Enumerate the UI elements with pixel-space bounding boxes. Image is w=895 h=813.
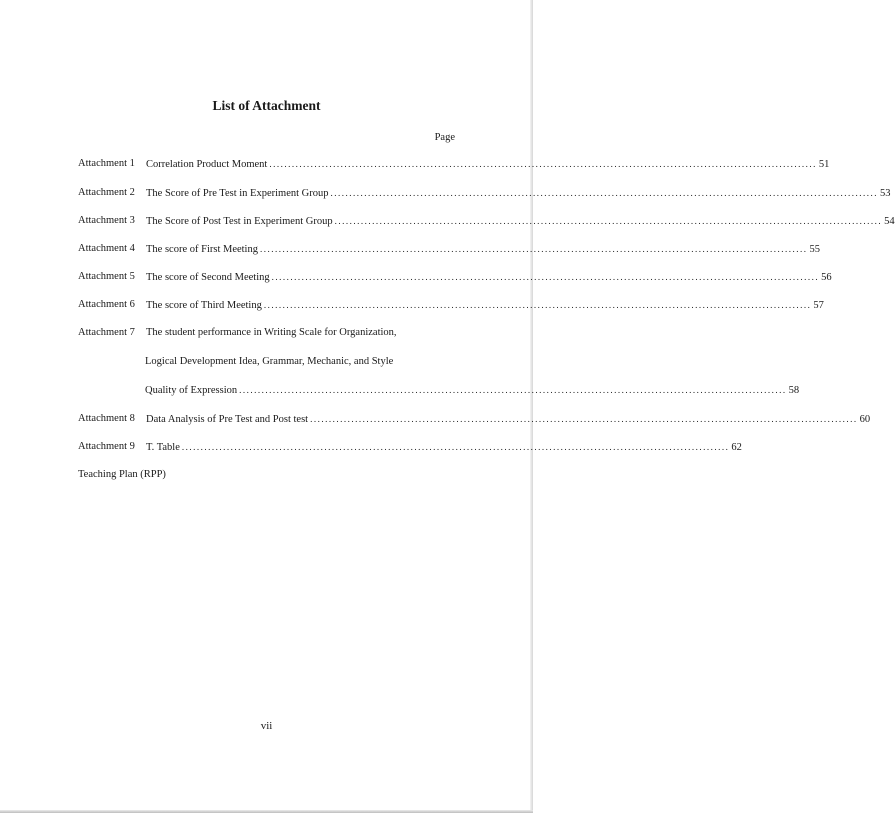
toc-entry-title: The Score of Post Test in Experiment Group — [146, 216, 333, 227]
toc-entry — [78, 186, 891, 200]
page-number: vii — [260, 720, 273, 732]
page-column-header: Page — [434, 132, 455, 143]
toc-entry-title: The Score of Pre Test in Experiment Group — [146, 188, 329, 199]
toc-entry-page: 60 — [859, 414, 871, 425]
toc-entry-title: Data Analysis of Pre Test and Post test — [146, 414, 309, 425]
toc-entry-title: T. Table — [146, 442, 180, 453]
toc-entry-title: The student performance in Writing Scale for Organization, — [146, 327, 397, 338]
toc-entry — [78, 214, 895, 228]
toc-entry-page: 53 — [879, 188, 891, 199]
toc-entry — [78, 440, 742, 454]
toc-entry — [78, 412, 871, 426]
toc-entry-title-last-line: Quality of Expression — [145, 385, 238, 396]
page-title: List of Attachment — [212, 98, 321, 113]
leader-dots: .................................................................................................................................................. — [269, 159, 817, 169]
toc-entry-label: Attachment 6 — [78, 299, 135, 310]
toc-entry — [78, 270, 832, 284]
toc-entry-label: Attachment 9 — [78, 441, 135, 452]
toc-entry-page: 54 — [884, 216, 895, 227]
toc-entry-page: 57 — [813, 300, 824, 311]
toc-entry-title: Correlation Product Moment — [146, 159, 268, 170]
toc-extra-item: Teaching Plan (RPP) — [78, 469, 166, 480]
scan-edge-right — [530, 0, 533, 813]
toc-entry-page: 56 — [821, 272, 832, 283]
toc-entry-page: 55 — [809, 244, 820, 255]
toc-entry-label: Attachment 7 — [78, 327, 135, 338]
toc-entry-title-continued — [145, 383, 800, 397]
toc-entry — [78, 242, 820, 256]
toc-entry-label: Attachment 1 — [78, 158, 135, 169]
toc-entry — [78, 157, 830, 171]
toc-entry-title: The score of First Meeting — [146, 244, 258, 255]
toc-entry — [78, 298, 824, 312]
toc-entry-label: Attachment 8 — [78, 413, 135, 424]
leader-dots: .................................................................................................................................................. — [181, 442, 730, 452]
toc-entry-title-continued: Logical Development Idea, Grammar, Mechanic, and Style — [145, 356, 394, 367]
toc-entry-label: Attachment 2 — [78, 187, 135, 198]
toc-entry — [78, 326, 456, 340]
toc-entry-page: 62 — [731, 442, 742, 453]
leader-dots: .................................................................................................................................................. — [259, 244, 808, 254]
leader-dots: .................................................................................................................................................. — [330, 188, 878, 198]
toc-entry-page: 51 — [818, 159, 830, 170]
leader-dots: .................................................................................................................................................. — [310, 414, 858, 424]
toc-entry-label: Attachment 4 — [78, 243, 135, 254]
leader-dots: .................................................................................................................................................. — [334, 216, 883, 226]
toc-entry-label: Attachment 3 — [78, 215, 135, 226]
toc-entry-label: Attachment 5 — [78, 271, 135, 282]
toc-entry-page: 58 — [788, 385, 800, 396]
toc-entry-title: The score of Second Meeting — [146, 272, 270, 283]
leader-dots: .................................................................................................................................................. — [263, 300, 812, 310]
toc-entry-title: The score of Third Meeting — [146, 300, 262, 311]
leader-dots: .................................................................................................................................................. — [271, 272, 820, 282]
leader-dots: .................................................................................................................................................. — [239, 385, 787, 395]
